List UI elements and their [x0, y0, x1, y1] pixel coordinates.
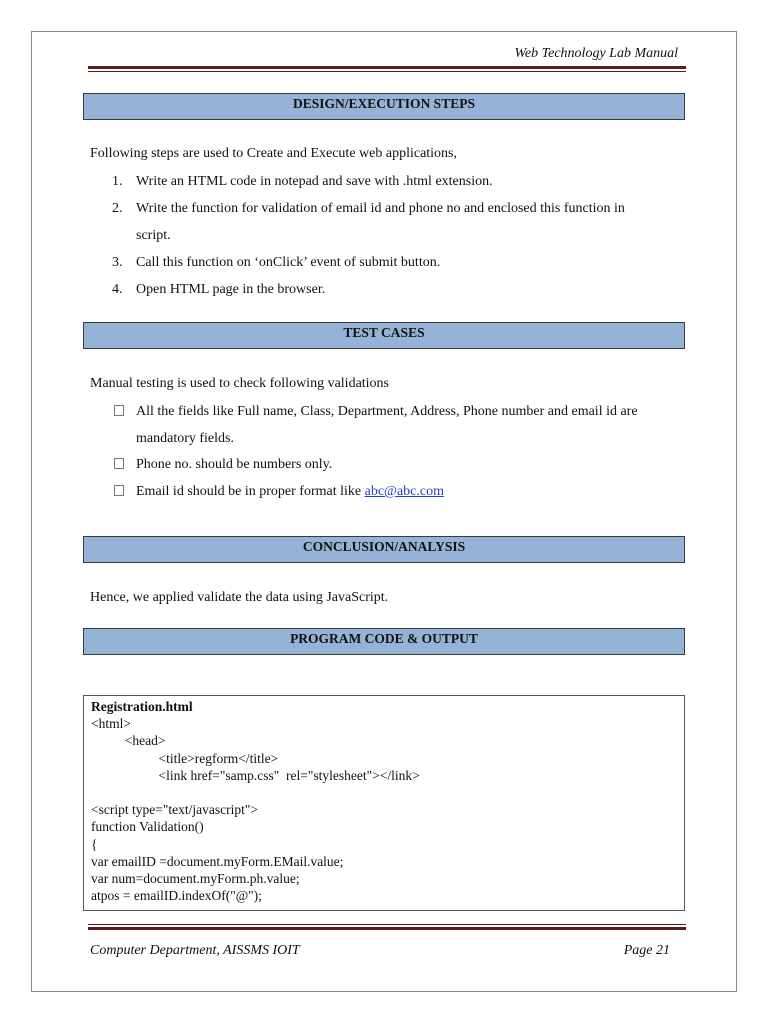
section-heading-design: DESIGN/EXECUTION STEPS: [83, 93, 685, 120]
bullet-box-icon: [114, 458, 124, 469]
step-text: Write an HTML code in notepad and save with .html extension.: [136, 174, 493, 189]
code-line: <script type="text/javascript">: [91, 802, 258, 818]
code-line: <title>regform</title>: [91, 750, 279, 766]
list-item: [114, 398, 684, 425]
bullet-continuation: mandatory fields.: [136, 431, 234, 446]
email-link[interactable]: abc@abc.com: [364, 484, 444, 499]
conclusion-text: Hence, we applied validate the data using JavaScript.: [90, 590, 389, 605]
list-item: [114, 451, 684, 478]
code-line: [91, 784, 684, 801]
code-line: <head>: [91, 733, 166, 749]
code-line: <html>: [91, 716, 131, 732]
step-text: Call this function on ‘onClick’ event of submit button.: [136, 255, 441, 270]
bullet-box-icon: [114, 485, 124, 496]
step-number: 3.: [112, 255, 123, 270]
step-continuation: script.: [136, 228, 171, 243]
bullet-text: Email id should be in proper format like: [136, 484, 365, 499]
section-heading-test-cases: TEST CASES: [83, 322, 685, 349]
code-line: var emailID =document.myForm.EMail.value;: [91, 853, 344, 869]
code-line: <link href="samp.css" rel="stylesheet"></link>: [91, 767, 420, 783]
section-heading-conclusion: CONCLUSION/ANALYSIS: [83, 536, 685, 563]
list-item: [114, 478, 684, 505]
code-line: var num=document.myForm.ph.value;: [91, 870, 300, 886]
code-line: function Validation(): [91, 819, 204, 835]
step-number: 1.: [112, 174, 123, 189]
step-number: 2.: [112, 201, 123, 216]
header-title: Web Technology Lab Manual: [514, 46, 678, 61]
header-rule-thin: [88, 71, 686, 72]
section-heading-program: PROGRAM CODE & OUTPUT: [83, 628, 685, 655]
step-text: Open HTML page in the browser.: [136, 282, 326, 297]
tests-intro: Manual testing is used to check following validations: [90, 376, 390, 391]
step-item: [112, 195, 672, 222]
code-box: [83, 695, 685, 911]
bullet-text: Phone no. should be numbers only.: [136, 457, 333, 472]
step-item: [112, 168, 672, 195]
bullet-box-icon: [114, 405, 124, 416]
step-text: Write the function for validation of email id and phone no and enclosed this function in: [136, 201, 625, 216]
header-rule-thick: [88, 66, 686, 69]
code-line: atpos = emailID.indexOf("@");: [91, 888, 262, 904]
step-item: [112, 249, 672, 276]
code-file-title: Registration.html: [91, 699, 193, 714]
code-line: {: [91, 836, 98, 852]
step-item: [112, 276, 672, 303]
footer-rule-thin: [88, 924, 686, 925]
footer-rule-thick: [88, 927, 686, 930]
step-number: 4.: [112, 282, 123, 297]
design-intro: Following steps are used to Create and Execute web applications,: [90, 146, 458, 161]
bullet-text: All the fields like Full name, Class, Department, Address, Phone number and email id are: [136, 404, 638, 419]
footer-page-number: Page 21: [623, 943, 670, 958]
footer-department: Computer Department, AISSMS IOIT: [90, 943, 300, 958]
